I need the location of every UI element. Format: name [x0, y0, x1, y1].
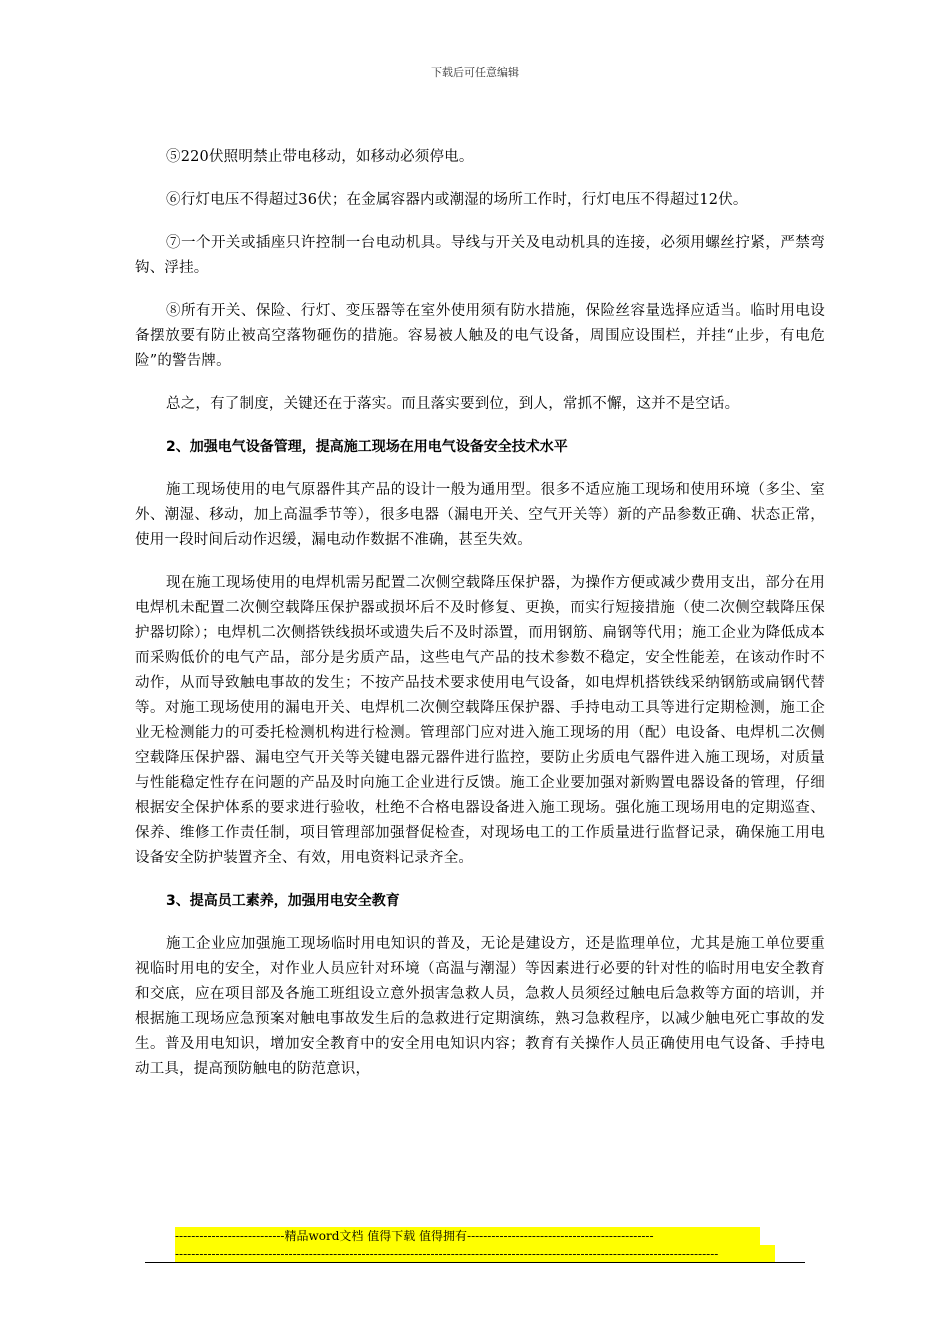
- paragraph: ⑧所有开关、保险、行灯、变压器等在室外使用须有防水措施，保险丝容量选择应适当。临时用电设备摆放要有防止被高空落物砸伤的措施。容易被人触及的电气设备，周围应设围栏，并挂“止步，有电危险”的警告牌。: [135, 303, 825, 369]
- section-heading: 2、加强电气设备管理，提高施工现场在用电气设备安全技术水平: [166, 439, 568, 455]
- footer-line: ---------------------------精品word文档 值得下载 值得拥有----------------------------------------------: [175, 1227, 760, 1245]
- section-heading: 3、提高员工素养，加强用电安全教育: [166, 893, 400, 909]
- paragraph: 总之，有了制度，关键还在于落实。而且落实要到位，到人，常抓不懈，这并不是空话。: [166, 396, 740, 412]
- header-note: 下载后可任意编辑: [431, 66, 519, 79]
- paragraph: ⑥行灯电压不得超过36伏；在金属容器内或潮湿的场所工作时，行灯电压不得超过12伏。: [166, 192, 748, 208]
- footer-line: --------------------------------------------------------------------------------------------------------------------------------------: [175, 1245, 775, 1263]
- paragraph: 施工现场使用的电气原器件其产品的设计一般为通用型。很多不适应施工现场和使用环境（多尘、室外、潮湿、移动，加上高温季节等），很多电器（漏电开关、空气开关等）新的产品参数正确、状态正常，使用一段时间后动作迟缓，漏电动作数据不准确，甚至失效。: [135, 482, 825, 548]
- paragraph: 现在施工现场使用的电焊机需另配置二次侧空载降压保护器，为操作方便或减少费用支出，部分在用电焊机未配置二次侧空载降压保护器或损坏后不及时修复、更换，而实行短接措施（使二次侧空载降压保护器切除）；电焊机二次侧搭铁线损坏或遗失后不及时添置，而用钢筋、扁钢等代用；施工企业为降低成本而采购低价的电气产品，部分是劣质产品，这些电气产品的技术参数不稳定，安全性能差，在该动作时不动作，从而导致触电事故的发生；不按产品技术要求使用电气设备，如电焊机搭铁线采纳钢筋或扁钢代替等。对施工现场使用的漏电开关、电焊机二次侧空载降压保护器、手持电动工具等进行定期检测，施工企业无检测能力的可委托检测机构进行检测。管理部门应对进入施工现场的用（配）电设备、电焊机二次侧空载降压保护器、漏电空气开关等关键电器元器件进行监控，要防止劣质电气器件进入施工现场，对质量与性能稳定性存在问题的产品及时向施工企业进行反馈。施工企业要加强对新购置电器设备的管理，仔细根据安全保护体系的要求进行验收，杜绝不合格电器设备进入施工现场。强化施工现场用电的定期巡查、保养、维修工作责任制，项目管理部加强督促检查，对现场电工的工作质量进行监督记录，确保施工用电设备安全防护装置齐全、有效，用电资料记录齐全。: [135, 575, 825, 866]
- paragraph: 施工企业应加强施工现场临时用电知识的普及，无论是建设方，还是监理单位，尤其是施工单位要重视临时用电的安全，对作业人员应针对环境（高温与潮湿）等因素进行必要的针对性的临时用电安全教育和交底，应在项目部及各施工班组设立意外损害急救人员，急救人员须经过触电后急救等方面的培训，并根据施工现场应急预案对触电事故发生后的急救进行定期演练，熟习急救程序，以减少触电死亡事故的发生。普及用电知识，增加安全教育中的安全用电知识内容；教育有关操作人员正确使用电气设备、手持电动工具，提高预防触电的防范意识，: [135, 936, 825, 1077]
- footer-divider: [145, 1262, 805, 1263]
- paragraph: ⑦一个开关或插座只许控制一台电动机具。导线与开关及电动机具的连接，必须用螺丝拧紧，严禁弯钩、浮挂。: [135, 235, 825, 276]
- document-body: [135, 145, 825, 1100]
- paragraph: ⑤220伏照明禁止带电移动，如移动必须停电。: [166, 149, 474, 165]
